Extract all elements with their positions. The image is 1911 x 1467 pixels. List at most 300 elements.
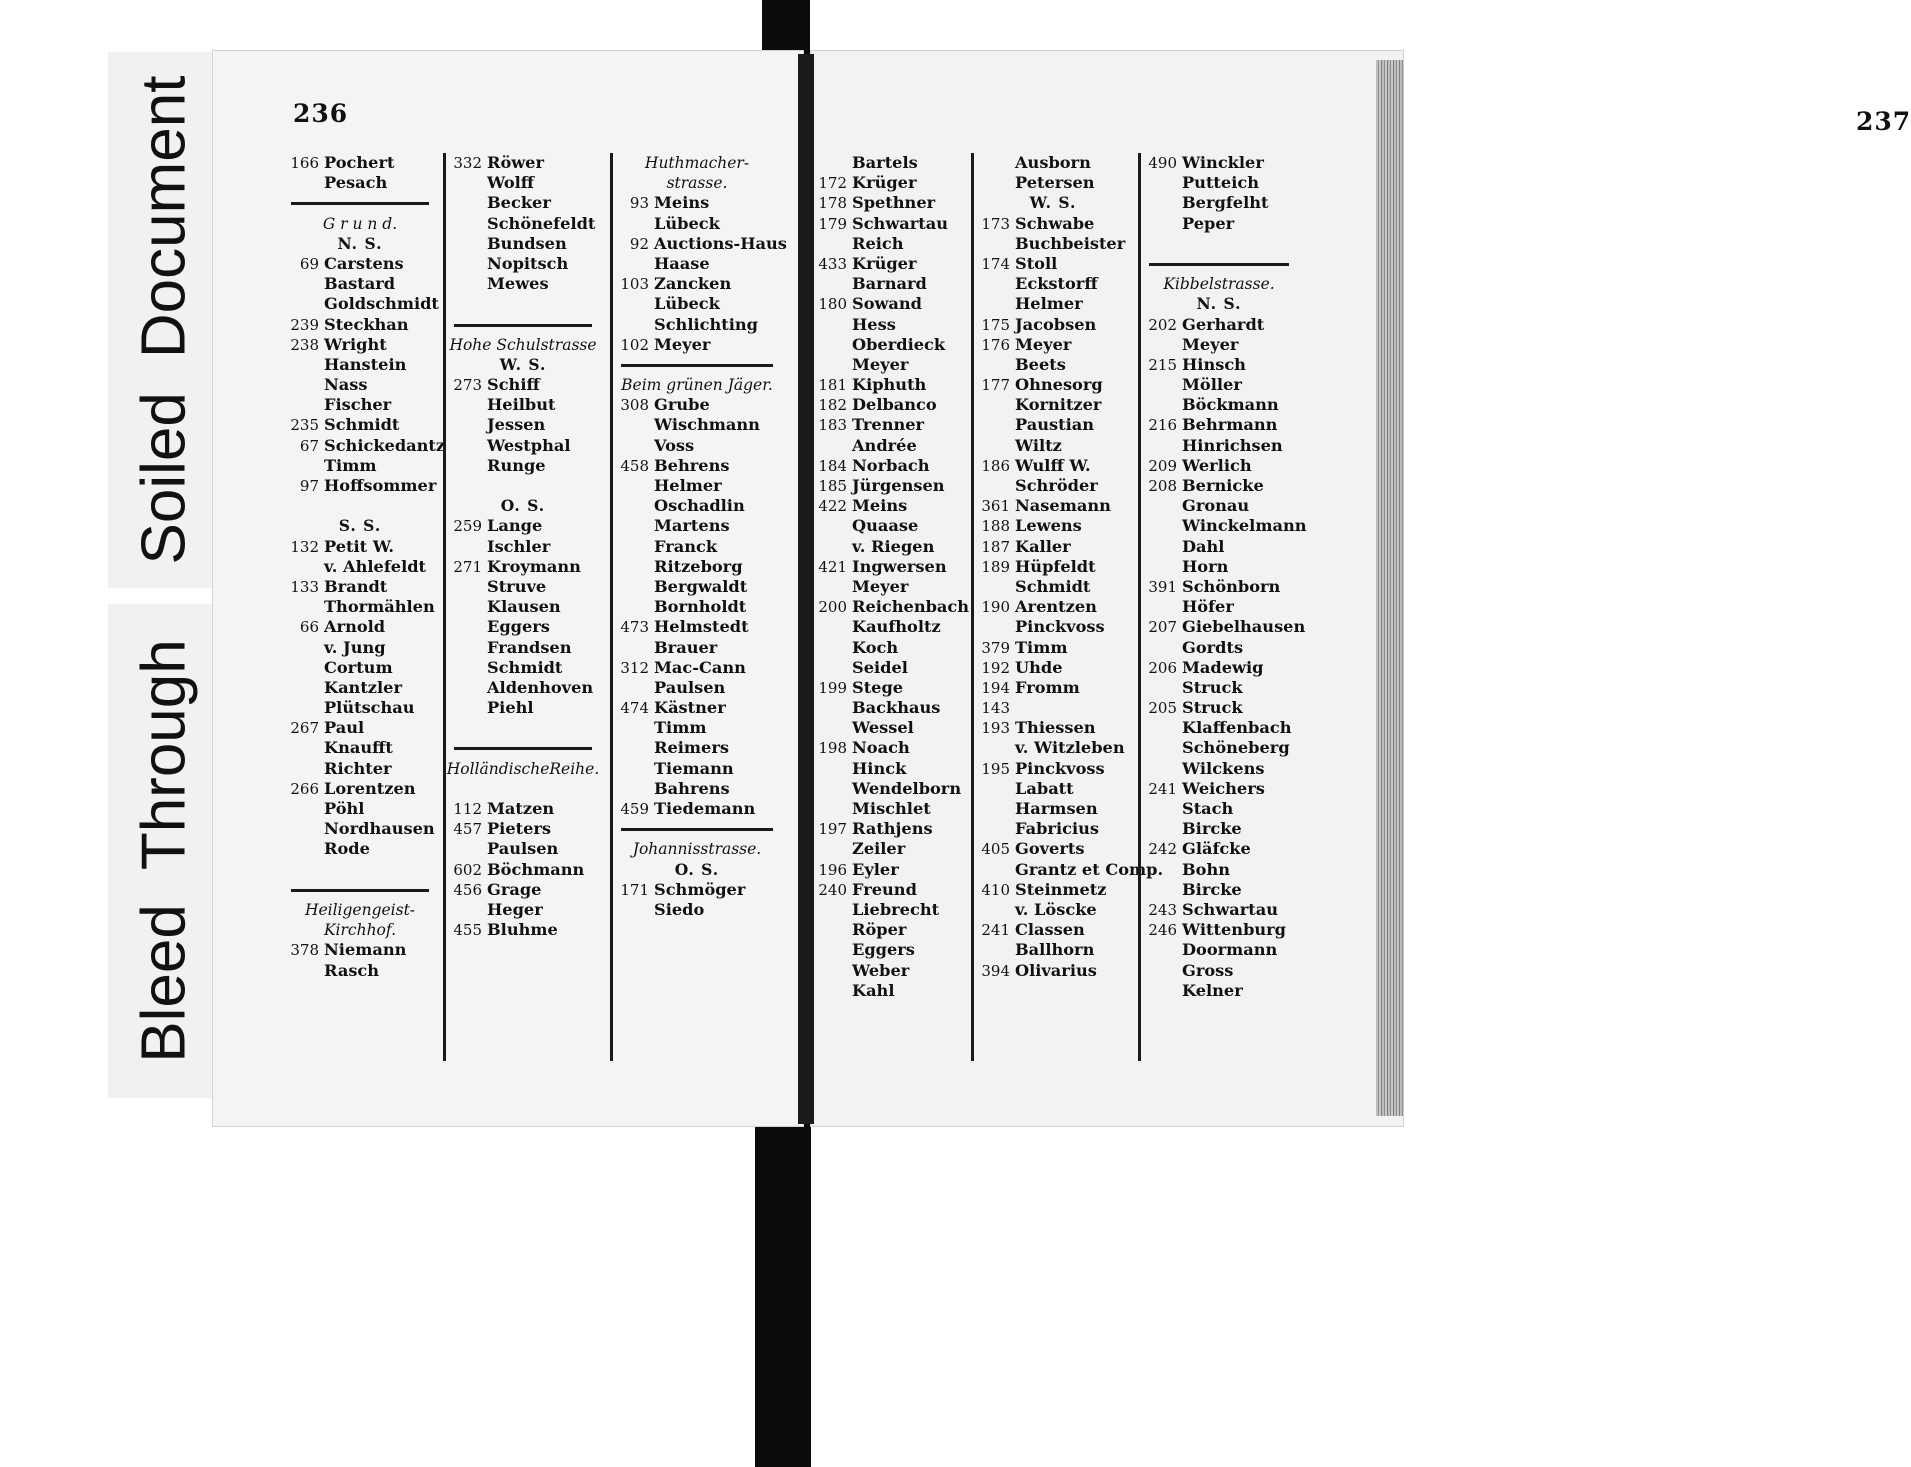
resident-name: Kelner [1182, 980, 1243, 1000]
directory-entry [974, 819, 1132, 839]
resident-name: v. Ahlefeldt [324, 556, 427, 576]
resident-name: Nass [324, 375, 368, 395]
resident-name: Heilbut [487, 395, 556, 415]
directory-entry [613, 738, 781, 758]
house-number: 267 [290, 719, 319, 738]
street-side-label: N. S. [337, 233, 383, 253]
house-number: 194 [981, 678, 1010, 697]
directory-entry [613, 880, 781, 900]
resident-name: Gläfcke [1182, 839, 1251, 859]
house-number: 216 [1148, 416, 1177, 435]
house-number: 246 [1148, 921, 1177, 940]
resident-name: Schönefeldt [487, 213, 596, 233]
directory-entry [283, 315, 437, 335]
directory-entry [613, 456, 781, 476]
directory-entry [811, 355, 971, 375]
directory-entry [811, 274, 971, 294]
directory-entry [446, 254, 600, 274]
resident-name: Höfer [1182, 597, 1234, 617]
house-number: 176 [981, 335, 1010, 354]
house-number: 93 [629, 194, 649, 213]
directory-entry [1141, 738, 1297, 758]
house-number: 195 [981, 759, 1010, 778]
resident-name: Schmöger [654, 879, 746, 899]
directory-entry [811, 496, 971, 516]
directory-entry [811, 839, 971, 859]
resident-name: Eyler [852, 859, 899, 879]
directory-entry [974, 839, 1132, 859]
resident-name: Putteich [1182, 173, 1259, 193]
section-divider [613, 355, 781, 375]
house-number: 332 [453, 154, 482, 172]
column-6 [1138, 153, 1307, 1061]
directory-entry [811, 920, 971, 940]
street-side-label: N. S. [1196, 294, 1242, 314]
directory-entry [811, 315, 971, 335]
directory-entry [974, 799, 1132, 819]
resident-name: Kiphuth [852, 375, 927, 395]
column-2 [443, 153, 600, 1061]
directory-entry [446, 819, 600, 839]
house-number: 205 [1148, 699, 1177, 718]
directory-entry [283, 799, 437, 819]
directory-entry [1141, 900, 1297, 920]
directory-entry [446, 799, 600, 819]
resident-name: Wright [324, 334, 387, 354]
resident-name: Schönborn [1182, 576, 1281, 596]
directory-entry [283, 254, 437, 274]
directory-entry [974, 153, 1132, 173]
resident-name: Grantz et Comp. [1015, 859, 1164, 879]
resident-name: Peper [1182, 213, 1235, 233]
directory-entry [283, 577, 437, 597]
house-number: 422 [818, 497, 847, 516]
directory-entry [613, 294, 781, 314]
directory-entry [1141, 718, 1297, 738]
directory-entry [1141, 476, 1297, 496]
directory-entry [613, 315, 781, 335]
directory-entry [811, 759, 971, 779]
directory-entry [446, 658, 600, 678]
resident-name: Hanstein [324, 354, 407, 374]
house-number: 474 [620, 699, 649, 718]
page-edges [1376, 60, 1404, 1116]
resident-name: Ausborn [1015, 153, 1091, 172]
right-page [810, 50, 1911, 1127]
resident-name: Schmidt [324, 415, 400, 435]
house-number: 271 [453, 557, 482, 576]
resident-name: v. Jung [324, 637, 386, 657]
resident-name: Bahrens [654, 778, 730, 798]
resident-name: Bundsen [487, 233, 567, 253]
house-number: 183 [818, 416, 847, 435]
directory-entry [613, 415, 781, 435]
resident-name: Rasch [324, 960, 380, 980]
directory-entry [974, 617, 1132, 637]
directory-entry [1141, 759, 1297, 779]
house-number: 187 [981, 537, 1010, 556]
resident-name: Helmstedt [654, 617, 749, 637]
directory-entry [283, 557, 437, 577]
directory-entry [446, 557, 600, 577]
resident-name: Lübeck [654, 213, 720, 233]
directory-entry [974, 779, 1132, 799]
resident-name: Wendelborn [852, 778, 962, 798]
house-number: 171 [620, 880, 649, 899]
directory-entry [1141, 537, 1297, 557]
house-number: 179 [818, 214, 847, 233]
street-heading: strasse. [666, 174, 728, 193]
directory-entry [283, 698, 437, 718]
resident-name: Goverts [1015, 839, 1085, 859]
resident-name: Ohnesorg [1015, 375, 1103, 395]
resident-name: Struck [1182, 677, 1243, 697]
resident-name: Schwartau [1182, 899, 1279, 919]
resident-name: Classen [1015, 920, 1085, 940]
directory-entry [974, 415, 1132, 435]
directory-entry [1141, 173, 1297, 193]
resident-name: Timm [324, 455, 377, 475]
directory-entry [1141, 315, 1297, 335]
resident-name: Niemann [324, 940, 407, 960]
directory-entry [283, 294, 437, 314]
directory-entry [974, 920, 1132, 940]
house-number: 473 [620, 618, 649, 637]
directory-entry [283, 819, 437, 839]
resident-name: Voss [654, 435, 695, 455]
directory-entry [613, 678, 781, 698]
resident-name: Reimers [654, 738, 729, 758]
directory-entry [613, 759, 781, 779]
resident-name: Zeiler [852, 839, 906, 859]
resident-name: Steinmetz [1015, 879, 1107, 899]
resident-name: v. Riegen [852, 536, 935, 556]
directory-entry [1141, 516, 1307, 536]
directory-entry [283, 839, 437, 859]
directory-entry [811, 738, 971, 758]
resident-name: Krüger [852, 253, 917, 273]
resident-name: Ingwersen [852, 556, 947, 576]
resident-name: Ritzeborg [654, 556, 743, 576]
house-number: 602 [453, 860, 482, 879]
resident-name: v. Witzleben [1015, 738, 1125, 758]
house-number: 239 [290, 315, 319, 334]
directory-entry [974, 718, 1132, 738]
left-page [212, 50, 804, 1127]
resident-name: Brauer [654, 637, 718, 657]
resident-name: Gronau [1182, 496, 1250, 516]
column-3 [610, 153, 787, 1061]
directory-entry [283, 375, 437, 395]
resident-name: Thormählen [324, 597, 435, 617]
resident-name: Bartels [852, 153, 918, 172]
directory-entry [613, 638, 781, 658]
resident-name: Rathjens [852, 819, 933, 839]
directory-entry [811, 617, 971, 637]
directory-entry [613, 476, 781, 496]
street-heading: Johannisstrasse. [632, 840, 762, 859]
directory-entry [974, 516, 1132, 536]
street-heading: Hohe Schulstrasse [449, 335, 597, 354]
directory-entry [1141, 860, 1297, 880]
directory-entry [446, 214, 600, 234]
resident-name: Winckelmann [1182, 516, 1307, 536]
resident-name: Kaufholtz [852, 617, 941, 637]
directory-entry [1141, 961, 1297, 981]
resident-name: Dahl [1182, 536, 1225, 556]
directory-entry [283, 678, 437, 698]
spacer [446, 294, 600, 314]
resident-name: Kroymann [487, 556, 581, 576]
resident-name: Werlich [1182, 455, 1252, 475]
directory-entry [446, 597, 600, 617]
resident-name: Spethner [852, 193, 936, 213]
house-number: 182 [818, 396, 847, 415]
resident-name: Pöhl [324, 799, 365, 818]
directory-entry [1141, 193, 1297, 213]
directory-entry [811, 799, 971, 819]
resident-name: Hoffsommer [324, 476, 437, 495]
directory-entry [613, 335, 781, 355]
directory-entry [283, 355, 437, 375]
street-side-label: W. S. [499, 354, 547, 374]
resident-name: Heger [487, 899, 543, 919]
label-bleed-through [129, 639, 200, 1063]
label-tab-soiled-document [108, 52, 220, 588]
label-word-soiled: Soiled [129, 392, 199, 565]
label-word-bleed: Bleed [129, 904, 199, 1063]
directory-entry [1141, 597, 1297, 617]
resident-name: Horn [1182, 556, 1229, 576]
house-number: 459 [620, 800, 649, 818]
directory-entry [283, 759, 437, 779]
directory-entry [1141, 375, 1297, 395]
directory-entry [811, 981, 971, 1001]
directory-entry [1141, 355, 1297, 375]
directory-entry [1141, 981, 1297, 1001]
resident-name: Gerhardt [1182, 314, 1265, 334]
resident-name: Schiff [487, 375, 540, 395]
section-divider [446, 738, 600, 758]
resident-name: Wischmann [654, 415, 760, 435]
resident-name: Wolff [487, 173, 535, 193]
resident-name: Schmidt [1015, 576, 1091, 596]
house-number: 266 [290, 779, 319, 798]
resident-name: Helmer [654, 476, 722, 495]
directory-entry [811, 698, 971, 718]
directory-entry [974, 859, 1164, 880]
resident-name: Freund [852, 879, 917, 899]
house-number: 410 [981, 880, 1010, 899]
resident-name: Wessel [852, 718, 914, 738]
resident-name: Barnard [852, 274, 927, 294]
house-number: 181 [818, 376, 847, 395]
spacer [446, 476, 600, 496]
resident-name: Norbach [852, 455, 930, 475]
house-number: 186 [981, 456, 1010, 475]
directory-entry [283, 961, 437, 981]
resident-name: Becker [487, 193, 551, 213]
directory-entry [283, 658, 437, 678]
directory-entry [811, 819, 971, 839]
directory-entry [974, 234, 1132, 254]
house-number: 207 [1148, 618, 1177, 637]
resident-name: Rode [324, 839, 370, 859]
house-number: 175 [981, 315, 1010, 334]
resident-name: Auctions-Haus [654, 233, 787, 253]
house-number: 200 [818, 598, 847, 617]
resident-name: Bornholdt [654, 597, 747, 617]
street-side-label: O. S. [500, 496, 546, 516]
house-number: 243 [1148, 900, 1177, 919]
house-number: 103 [620, 275, 649, 294]
resident-name: Stege [852, 677, 904, 697]
directory-entry [283, 779, 437, 799]
resident-name: Siedo [654, 899, 705, 919]
house-number: 378 [290, 941, 319, 960]
resident-name: Quaase [852, 516, 919, 536]
directory-entry [1141, 456, 1297, 476]
directory-entry [1141, 436, 1297, 456]
page-number-left: 236 [293, 99, 349, 128]
resident-name: Thiessen [1015, 718, 1096, 738]
resident-name: Sowand [852, 294, 922, 314]
house-number: 312 [620, 658, 649, 677]
resident-name: Fabricius [1015, 819, 1099, 839]
resident-name: Schlichting [654, 314, 758, 334]
resident-name: Bernicke [1182, 476, 1264, 495]
resident-name: Kahl [852, 980, 895, 1000]
street-heading: Heiligengeist- [304, 900, 416, 919]
directory-entry [283, 456, 437, 476]
resident-name: Timm [654, 718, 707, 738]
section-divider [613, 819, 781, 839]
directory-entry [1141, 799, 1297, 819]
resident-name: Frandsen [487, 637, 572, 657]
directory-entry [446, 638, 600, 658]
directory-entry [1141, 577, 1297, 597]
resident-name: Timm [1015, 637, 1068, 657]
directory-entry [283, 617, 437, 637]
house-number: 69 [299, 254, 319, 273]
directory-entry [811, 678, 971, 698]
house-number: 241 [1148, 779, 1177, 798]
directory-entry [613, 233, 787, 254]
resident-name: Wulff W. [1015, 455, 1091, 475]
house-number: 208 [1148, 477, 1177, 495]
house-number: 172 [818, 174, 847, 193]
house-number: 242 [1148, 840, 1177, 859]
resident-name: Schöneberg [1182, 738, 1290, 758]
resident-name: Jacobsen [1015, 314, 1097, 334]
house-number: 92 [629, 234, 649, 253]
directory-entry [1141, 678, 1297, 698]
directory-entry [811, 375, 971, 395]
house-number: 202 [1148, 315, 1177, 334]
resident-name: Schröder [1015, 476, 1098, 495]
directory-entry [613, 597, 781, 617]
resident-name: Röwer [487, 153, 545, 172]
directory-entry [1141, 335, 1297, 355]
resident-name: Uhde [1015, 657, 1063, 677]
resident-name: Giebelhausen [1182, 617, 1306, 637]
house-number: 174 [981, 254, 1010, 273]
resident-name: Bircke [1182, 879, 1242, 899]
section-divider [446, 315, 600, 335]
directory-entry [811, 214, 971, 234]
directory-entry [446, 678, 600, 698]
house-number: 66 [299, 618, 319, 637]
resident-name: Kaller [1015, 536, 1071, 556]
directory-entry [811, 860, 971, 880]
directory-entry [613, 214, 781, 234]
directory-entry [974, 395, 1132, 415]
resident-name: Wilckens [1182, 758, 1265, 778]
resident-name: Bircke [1182, 819, 1242, 839]
house-number: 209 [1148, 456, 1177, 475]
house-number: 458 [620, 456, 649, 475]
directory-entry [446, 577, 600, 597]
directory-entry [811, 294, 971, 314]
directory-entry [974, 678, 1132, 698]
house-number: 166 [290, 154, 319, 172]
directory-entry [446, 698, 600, 718]
open-book [212, 48, 1911, 1130]
directory-entry [1141, 496, 1297, 516]
directory-entry [1141, 920, 1297, 940]
column-1 [283, 153, 446, 1061]
resident-name: Piehl [487, 698, 534, 718]
directory-entry [1141, 779, 1297, 799]
house-number: 457 [453, 820, 482, 839]
house-number: 405 [981, 840, 1010, 859]
resident-name: Plütschau [324, 698, 415, 718]
spacer [446, 718, 600, 738]
resident-name: Trenner [852, 415, 925, 435]
directory-entry [974, 577, 1132, 597]
label-word-through: Through [129, 639, 199, 871]
directory-entry [1141, 658, 1297, 678]
house-number: 490 [1148, 154, 1177, 172]
directory-entry [811, 476, 971, 496]
resident-name: Hinsch [1182, 354, 1246, 374]
directory-entry [446, 920, 600, 940]
resident-name: Hinrichsen [1182, 435, 1283, 455]
directory-entry [446, 537, 600, 557]
resident-name: Bohn [1182, 859, 1231, 879]
directory-entry [974, 274, 1132, 294]
resident-name: Grage [487, 879, 542, 899]
resident-name: Pochert [324, 153, 395, 172]
resident-name: Paulsen [654, 677, 726, 697]
house-number: 273 [453, 376, 482, 395]
resident-name: Pinckvoss [1015, 617, 1105, 637]
resident-name: Brandt [324, 576, 388, 596]
resident-name: Fromm [1015, 677, 1080, 697]
directory-entry [283, 274, 437, 294]
resident-name: Richter [324, 758, 392, 778]
house-number: 421 [818, 557, 847, 576]
directory-entry [446, 860, 600, 880]
street-heading: Kirchhof. [323, 921, 397, 940]
resident-name: Meyer [852, 354, 909, 374]
directory-entry [446, 839, 600, 859]
resident-name: Lorentzen [324, 778, 416, 798]
directory-entry [811, 254, 971, 274]
directory-entry [811, 436, 971, 456]
house-number: 173 [981, 214, 1010, 233]
directory-entry [974, 315, 1132, 335]
